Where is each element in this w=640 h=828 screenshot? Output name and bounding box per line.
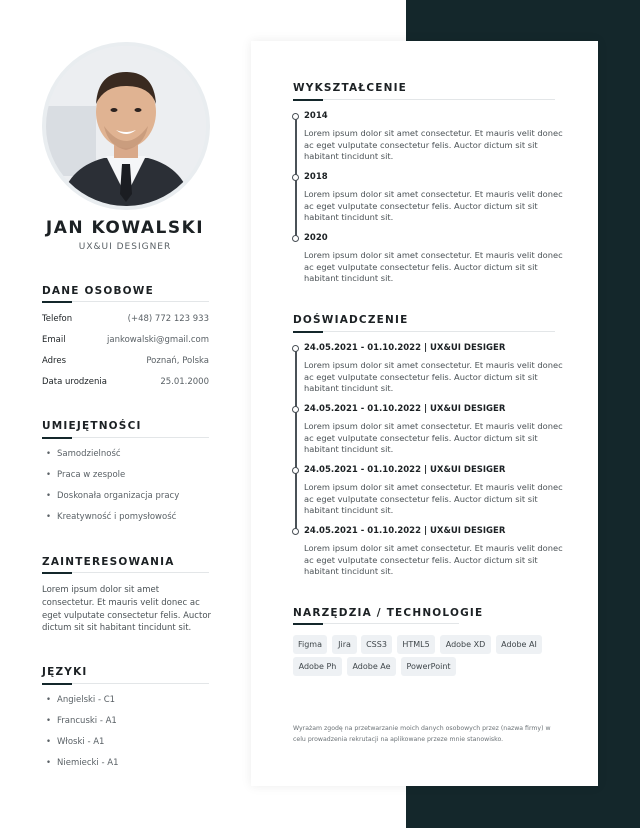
candidate-role: UX&UI DESIGNER (78, 242, 172, 252)
section-divider (293, 623, 459, 624)
skill-item: • Doskonała organizacja pracy (46, 491, 179, 501)
personal-row-birthdate (42, 377, 209, 387)
tool-tag: Adobe Ph (293, 657, 342, 676)
education-text: Lorem ipsum dolor sit amet consectetur. Et mauris velit donec ac eget vulputate consectetur felis. Auctor dictum sit sit habitant tincidunt sit. (304, 189, 563, 222)
personal-data-title: DANE OSOBOWE (42, 285, 154, 297)
experience-heading: 24.05.2021 - 01.10.2022 | UX&UI DESIGER (304, 465, 506, 475)
experience-heading: 24.05.2021 - 01.10.2022 | UX&UI DESIGER (304, 526, 506, 536)
language-item: • Francuski - A1 (46, 716, 117, 726)
skills-title: UMIEJĘTNOŚCI (42, 420, 142, 432)
tool-tag: Adobe Ae (347, 657, 396, 676)
row-value: (+48) 772 123 933 (127, 314, 209, 324)
consent-clause: Wyrażam zgodę na przetwarzanie moich danych osobowych przez (nazwa firmy) w celu prowadzenia rekrutacji na aplikowane przeze mnie stanowisko. (293, 725, 551, 743)
experience-heading: 24.05.2021 - 01.10.2022 | UX&UI DESIGER (304, 404, 506, 414)
candidate-name: JAN KOWALSKI (45, 218, 205, 238)
interests-text: Lorem ipsum dolor sit amet consectetur. Et mauris velit donec ac eget vulputate consectetur felis. Auctor dictum sit sit habitant tincidunt sit. (42, 585, 212, 634)
section-divider (293, 99, 555, 100)
experience-title: DOŚWIADCZENIE (293, 314, 409, 326)
tool-tag: Figma (293, 635, 327, 654)
section-divider (42, 301, 209, 302)
experience-timeline-line (295, 348, 297, 532)
skill-item: • Samodzielność (46, 449, 121, 459)
profile-photo (42, 42, 210, 210)
row-key: Email (42, 335, 66, 345)
timeline-dot (292, 467, 299, 474)
section-divider (293, 331, 555, 332)
education-year: 2018 (304, 172, 328, 182)
tool-tag: Jira (332, 635, 357, 654)
tool-tag: Adobe XD (440, 635, 491, 654)
experience-text: Lorem ipsum dolor sit amet consectetur. Et mauris velit donec ac eget vulputate consectetur felis. Auctor dictum sit sit habitant tincidunt sit. (304, 360, 563, 393)
education-year: 2014 (304, 111, 328, 121)
skill-item: • Kreatywność i pomysłowość (46, 512, 176, 522)
timeline-dot (292, 528, 299, 535)
education-text: Lorem ipsum dolor sit amet consectetur. Et mauris velit donec ac eget vulputate consectetur felis. Auctor dictum sit sit habitant tincidunt sit. (304, 250, 563, 283)
personal-row-address (42, 356, 209, 366)
tool-tag: CSS3 (361, 635, 392, 654)
timeline-dot (292, 235, 299, 242)
experience-text: Lorem ipsum dolor sit amet consectetur. Et mauris velit donec ac eget vulputate consectetur felis. Auctor dictum sit sit habitant tincidunt sit. (304, 421, 563, 454)
row-key: Data urodzenia (42, 377, 107, 387)
education-text: Lorem ipsum dolor sit amet consectetur. Et mauris velit donec ac eget vulputate consectetur felis. Auctor dictum sit sit habitant tincidunt sit. (304, 128, 563, 161)
row-key: Telefon (42, 314, 73, 324)
row-value: 25.01.2000 (160, 377, 209, 387)
tool-tag: HTML5 (397, 635, 435, 654)
section-divider (42, 683, 209, 684)
experience-heading: 24.05.2021 - 01.10.2022 | UX&UI DESIGER (304, 343, 506, 353)
languages-title: JĘZYKI (42, 666, 88, 678)
portrait-illustration (46, 46, 206, 206)
language-item: • Niemiecki - A1 (46, 758, 119, 768)
language-item: • Angielski - C1 (46, 695, 115, 705)
experience-text: Lorem ipsum dolor sit amet consectetur. Et mauris velit donec ac eget vulputate consectetur felis. Auctor dictum sit sit habitant tincidunt sit. (304, 482, 563, 515)
section-divider (42, 437, 209, 438)
experience-text: Lorem ipsum dolor sit amet consectetur. Et mauris velit donec ac eget vulputate consectetur felis. Auctor dictum sit sit habitant tincidunt sit. (304, 543, 563, 576)
tool-tag: PowerPoint (401, 657, 456, 676)
timeline-dot (292, 406, 299, 413)
tool-tag: Adobe AI (496, 635, 542, 654)
skill-item: • Praca w zespole (46, 470, 125, 480)
timeline-dot (292, 174, 299, 181)
row-value: jankowalski@gmail.com (107, 335, 209, 345)
section-divider (42, 572, 209, 573)
timeline-dot (292, 345, 299, 352)
education-title: WYKSZTAŁCENIE (293, 82, 408, 94)
row-key: Adres (42, 356, 67, 366)
language-item: • Włoski - A1 (46, 737, 104, 747)
personal-row-email (42, 335, 209, 345)
education-year: 2020 (304, 233, 328, 243)
personal-row-phone (42, 314, 209, 324)
row-value: Poznań, Polska (146, 356, 209, 366)
tools-title: NARZĘDZIA / TECHNOLOGIE (293, 607, 484, 619)
left-column (0, 0, 250, 828)
timeline-dot (292, 113, 299, 120)
interests-title: ZAINTERESOWANIA (42, 556, 175, 568)
